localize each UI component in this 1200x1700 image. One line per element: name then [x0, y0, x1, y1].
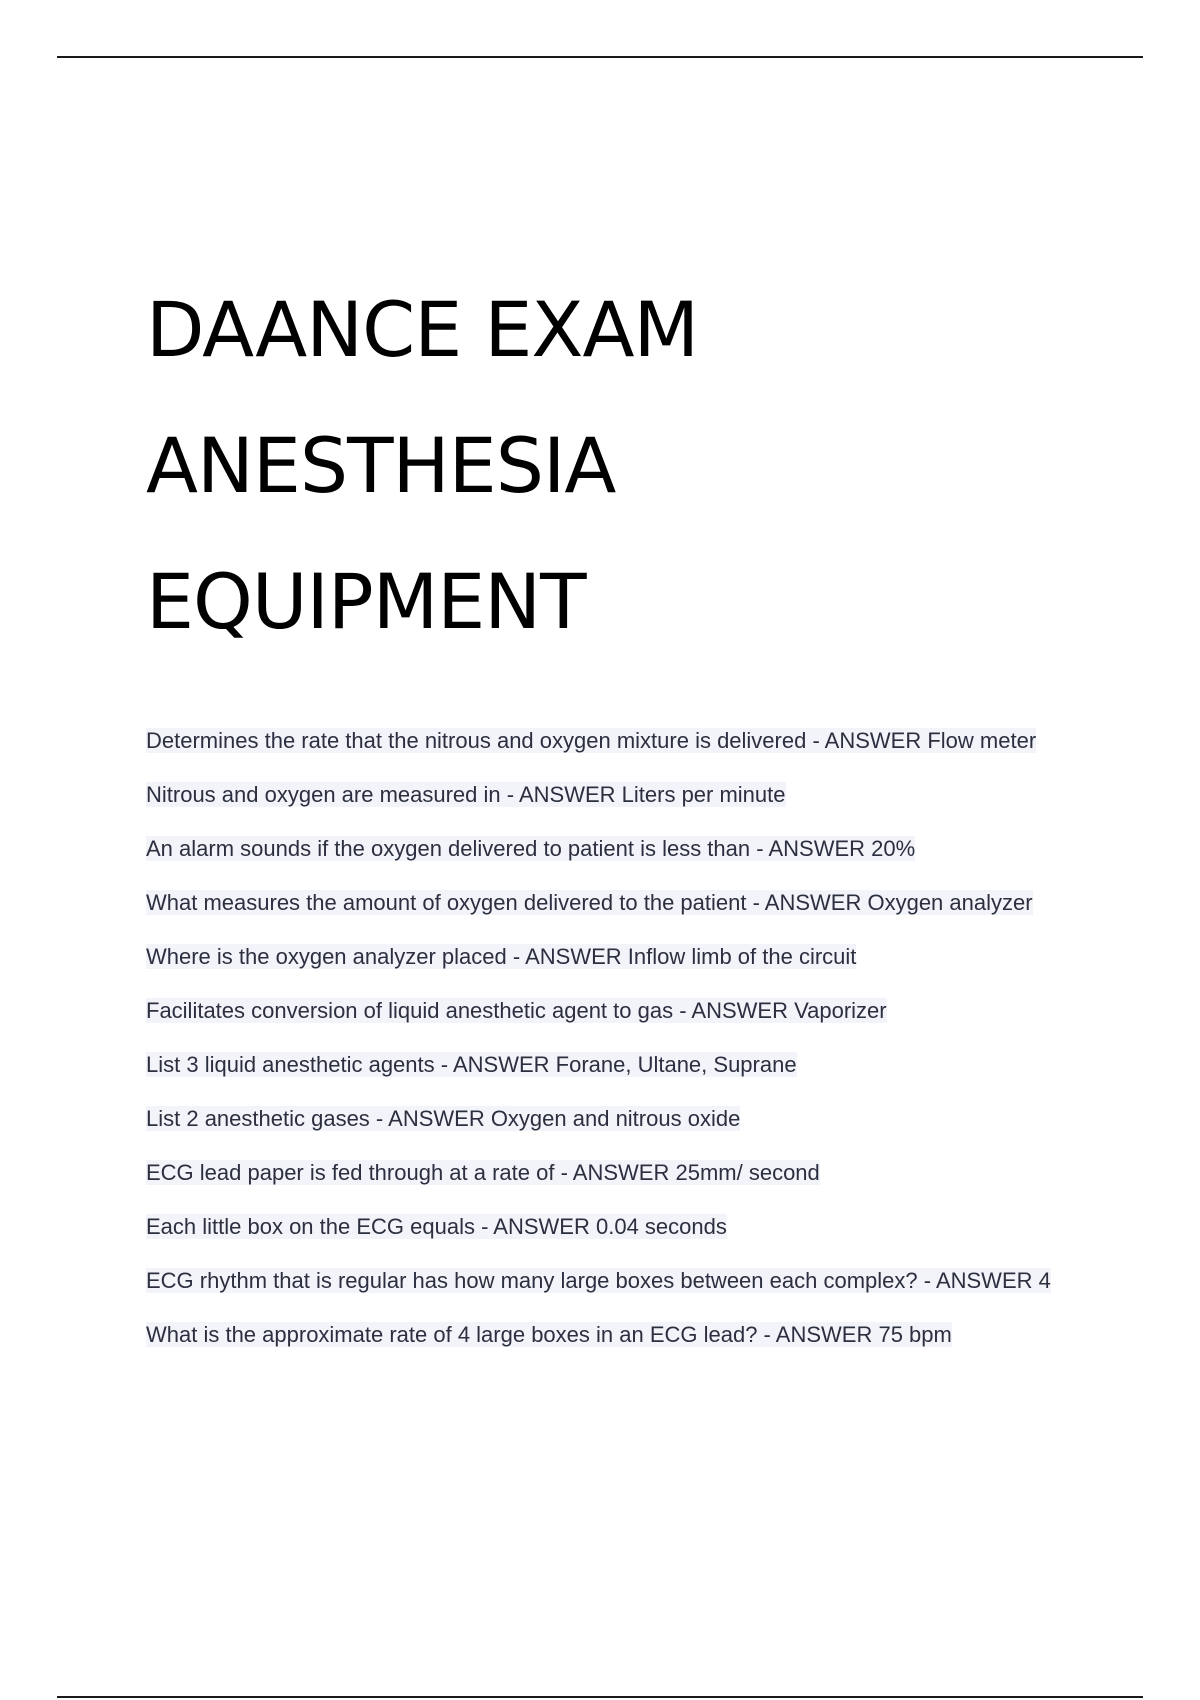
qa-item-text: What is the approximate rate of 4 large boxes in an ECG lead? - ANSWER 75 bpm: [146, 1322, 952, 1347]
qa-item-text: An alarm sounds if the oxygen delivered to patient is less than - ANSWER 20%: [146, 836, 916, 861]
title-line-1: DAANCE EXAM: [146, 285, 699, 374]
qa-item: [146, 727, 1086, 754]
qa-item-text: List 2 anesthetic gases - ANSWER Oxygen and nitrous oxide: [146, 1106, 741, 1131]
qa-item: [146, 781, 1086, 808]
qa-item-text: Facilitates conversion of liquid anesthetic agent to gas - ANSWER Vaporizer: [146, 998, 887, 1023]
qa-item-text: ECG rhythm that is regular has how many large boxes between each complex? - ANSWER 4: [146, 1268, 1051, 1293]
qa-list: [146, 727, 1086, 1375]
qa-item-text: Determines the rate that the nitrous and oxygen mixture is delivered - ANSWER Flow meter: [146, 728, 1037, 753]
qa-item-text: What measures the amount of oxygen delivered to the patient - ANSWER Oxygen analyzer: [146, 890, 1033, 915]
qa-item: [146, 1267, 1086, 1294]
qa-item: [146, 1105, 1086, 1132]
qa-item-text: List 3 liquid anesthetic agents - ANSWER Forane, Ultane, Suprane: [146, 1052, 797, 1077]
qa-item: [146, 943, 1086, 970]
bottom-rule: [57, 1696, 1143, 1698]
qa-item: [146, 997, 1086, 1024]
qa-item-text: Where is the oxygen analyzer placed - ANSWER Inflow limb of the circuit: [146, 944, 857, 969]
qa-item-text: Nitrous and oxygen are measured in - ANSWER Liters per minute: [146, 782, 786, 807]
title-line-3: EQUIPMENT: [146, 557, 586, 646]
qa-item: [146, 835, 1086, 862]
qa-item: [146, 889, 1086, 916]
top-rule: [57, 56, 1143, 58]
qa-item: [146, 1321, 1086, 1348]
qa-item-text: ECG lead paper is fed through at a rate of - ANSWER 25mm/ second: [146, 1160, 820, 1185]
qa-item-text: Each little box on the ECG equals - ANSWER 0.04 seconds: [146, 1214, 727, 1239]
qa-item: [146, 1213, 1086, 1240]
document-title: [146, 262, 698, 670]
title-line-2: ANESTHESIA: [146, 421, 616, 510]
qa-item: [146, 1051, 1086, 1078]
qa-item: [146, 1159, 1086, 1186]
